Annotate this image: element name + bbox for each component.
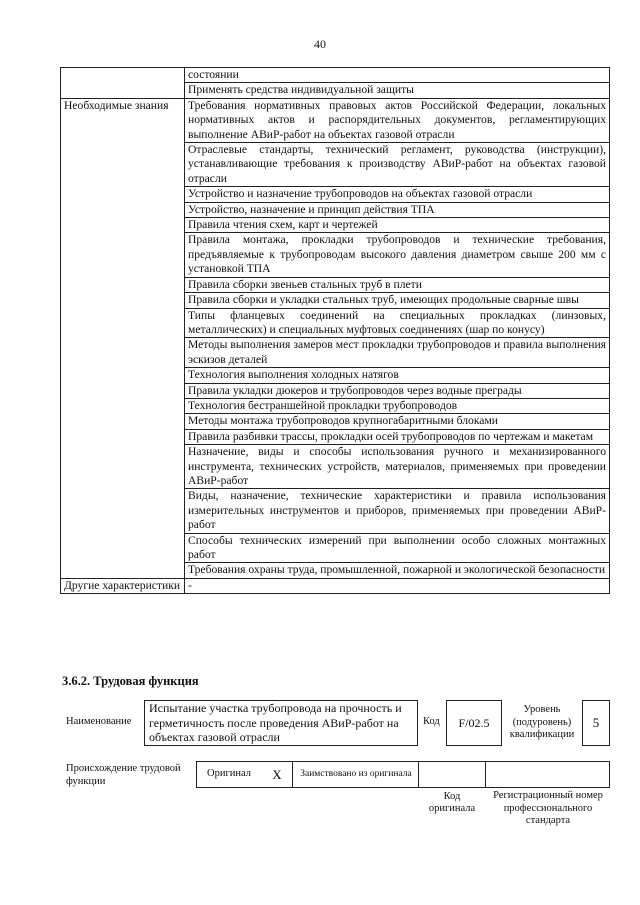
function-code: F/02.5	[446, 700, 502, 746]
page-number: 40	[314, 37, 326, 51]
code-caption: Код оригинала	[428, 790, 476, 814]
requirement-cell: Правила сборки звеньев стальных труб в плети	[185, 277, 610, 292]
row-label: Другие характеристики	[61, 578, 185, 593]
origin-label: Происхождение трудовой функции	[66, 763, 181, 787]
requirement-cell: Способы технических измерений при выполнении особо сложных монтажных работ	[185, 533, 610, 563]
requirement-cell: Правила укладки дюкеров и трубопроводов через водные преграды	[185, 383, 610, 398]
requirement-cell: Требования нормативных правовых актов Российской Федерации, локальных нормативных актов и распорядительных документов, регламентирующих выполнение АВиР-работ на объектах газовой отрасли	[185, 98, 610, 142]
requirement-cell: Правила монтажа, прокладки трубопроводов и технические требования, предъявляемые к трубопроводам высокого давления диаметром свыше 200 мм с установкой ТПА	[185, 233, 610, 277]
level-label: Уровень (подуровень) квалификации	[509, 704, 575, 741]
requirement-cell: Устройство, назначение и принцип действия ТПА	[185, 202, 610, 217]
table-row	[61, 98, 610, 142]
requirement-cell: -	[185, 578, 610, 593]
table-row	[61, 578, 610, 593]
reg-caption: Регистрационный номер профессионального стандарта	[493, 790, 603, 827]
requirement-cell: Устройство и назначение трубопроводов на объектах газовой отрасли	[185, 187, 610, 202]
function-name: Испытание участка трубопровода на прочность и герметичность после проведения АВиР-работ на объектах газовой отрасли	[144, 700, 418, 746]
requirement-cell: Технология бестраншейной прокладки трубопроводов	[185, 398, 610, 413]
requirement-cell: состоянии	[185, 68, 610, 83]
row-label: Необходимые знания	[61, 98, 185, 578]
requirement-cell: Применять средства индивидуальной защиты	[185, 83, 610, 98]
level-value: 5	[582, 700, 610, 746]
requirement-cell: Правила сборки и укладки стальных труб, имеющих продольные сварные швы	[185, 293, 610, 308]
requirement-cell: Отраслевые стандарты, технический регламент, руководства (инструкции), устанавливающие требования к производству АВиР-работ на объектах газовой отрасли	[185, 143, 610, 187]
requirement-cell: Виды, назначение, технические характеристики и правила использования измерительных инструментов и приборов, применяемых при проведении АВиР-работ	[185, 489, 610, 533]
requirement-cell: Правила разбивки трассы, прокладки осей трубопроводов по чертежам и макетам	[185, 429, 610, 444]
requirement-cell: Типы фланцевых соединений на специальных прокладках (линзовых, металлических) и специальных муфтовых соединениях (шар по конусу)	[185, 308, 610, 338]
requirement-cell: Назначение, виды и способы использования ручного и механизированного инструмента, технических устройств, материалов, применяемых при проведении АВиР-работ	[185, 445, 610, 489]
borrowed-label: Заимствовано из оригинала	[300, 769, 412, 779]
row-label	[61, 68, 185, 99]
requirement-cell: Правила чтения схем, карт и чертежей	[185, 218, 610, 233]
requirement-cell: Требования охраны труда, промышленной, пожарной и экологической безопасности	[185, 563, 610, 578]
requirement-cell: Технология выполнения холодных натягов	[185, 368, 610, 383]
requirement-cell: Методы монтажа трубопроводов крупногабаритными блоками	[185, 414, 610, 429]
name-label: Наименование	[66, 716, 132, 727]
requirement-cell: Методы выполнения замеров мест прокладки трубопроводов и правила выполнения эскизов деталей	[185, 338, 610, 368]
code-label: Код	[423, 716, 440, 727]
table-row	[61, 68, 610, 83]
section-title: 3.6.2. Трудовая функция	[62, 674, 199, 688]
requirements-table	[60, 67, 610, 594]
original-label: Оригинал	[207, 768, 251, 779]
original-mark: X	[272, 766, 282, 782]
